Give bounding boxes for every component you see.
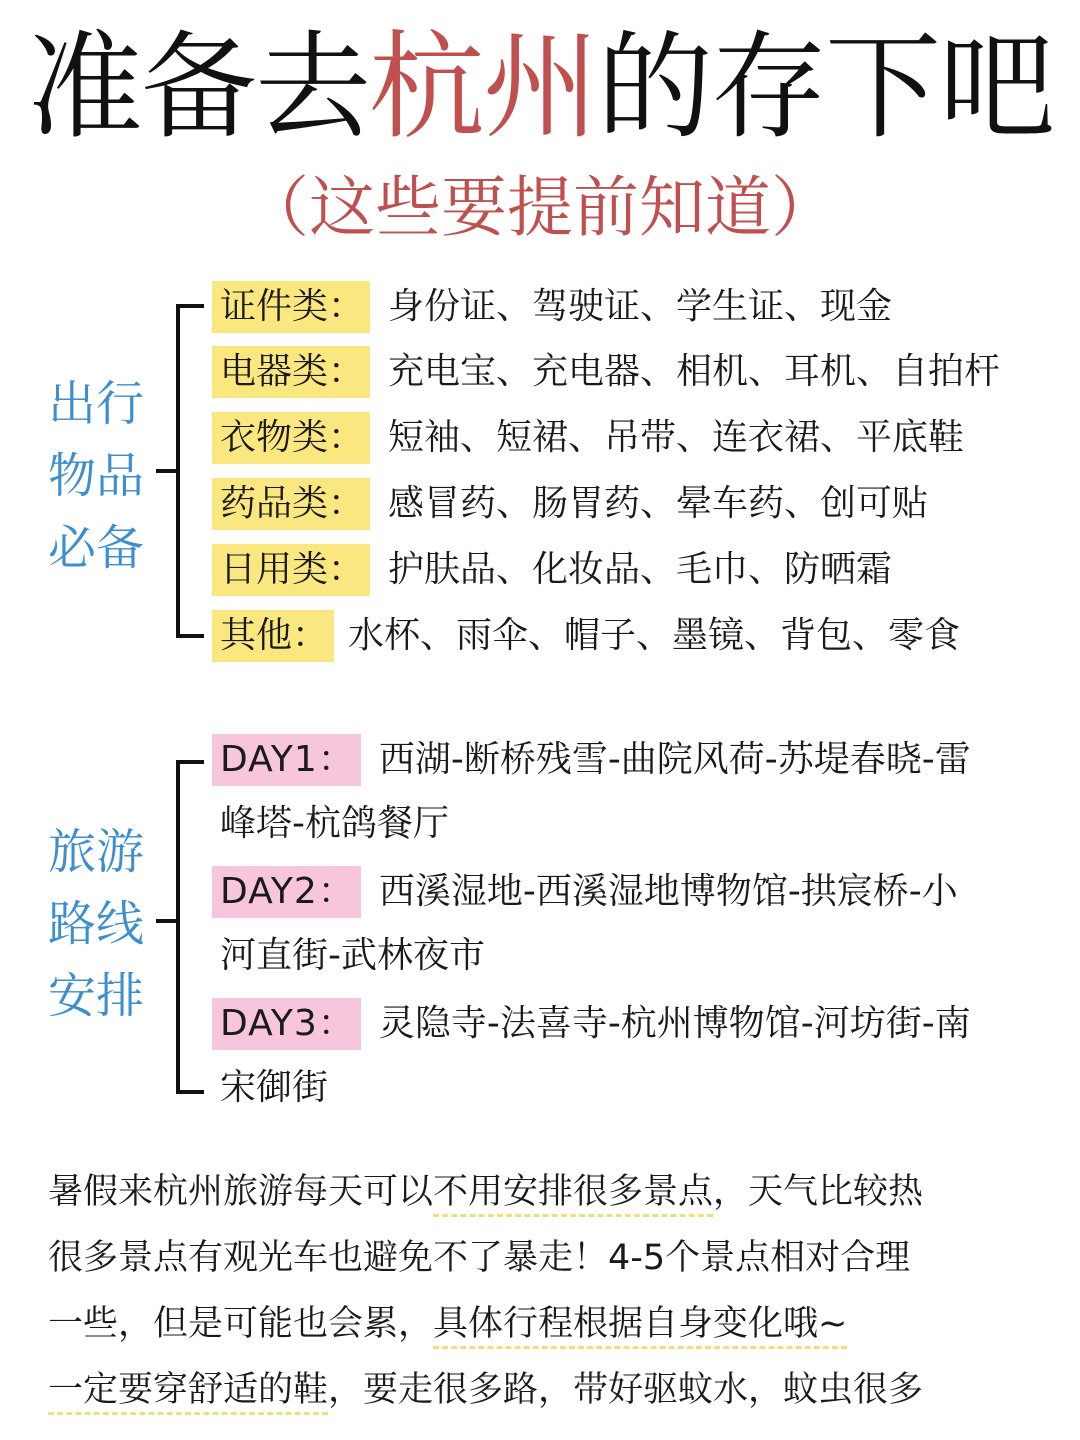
route-section-label xyxy=(48,816,158,1032)
page-title xyxy=(0,18,1080,158)
tips-underlined: 具体行程根据自身变化哦~ xyxy=(433,1304,847,1349)
route-label-line: 路线 xyxy=(48,896,145,952)
item-tag: 日用类： xyxy=(212,544,370,596)
route-label-line: 旅游 xyxy=(48,824,145,880)
items-label-line: 物品 xyxy=(48,448,145,504)
item-tag: 其他： xyxy=(212,610,334,662)
day-tag: DAY3： xyxy=(212,998,361,1050)
tips-line: 很多景点有观光车也避免不了暴走！4-5个景点相对合理 xyxy=(48,1238,911,1278)
route-label-line: 安排 xyxy=(48,968,145,1024)
day-row xyxy=(212,866,958,918)
tips-text: ，要走很多路，带好驱蚊水，蚊虫很多 xyxy=(328,1370,924,1410)
items-label-line: 出行 xyxy=(48,376,145,432)
day-route-line1: 西溪湿地-西溪湿地博物馆-拱宸桥-小 xyxy=(378,871,958,912)
day-row xyxy=(212,998,971,1050)
tips-text: 一些，但是可能也会累， xyxy=(48,1304,434,1344)
day-route-line2: 宋御街 xyxy=(220,1067,329,1108)
item-row xyxy=(212,412,964,464)
item-value: 短袖、短裙、吊带、连衣裙、平底鞋 xyxy=(388,417,965,458)
item-row xyxy=(212,346,1000,398)
tips-line xyxy=(48,1300,847,1348)
item-value: 感冒药、肠胃药、晕车药、创可贴 xyxy=(388,483,929,524)
day-route-line1: 西湖-断桥残雪-曲院风荷-苏堤春晓-雷 xyxy=(378,739,971,780)
day-route-line2: 峰塔-杭鸽餐厅 xyxy=(220,803,449,844)
title-part1: 准备去 xyxy=(27,20,369,155)
day-row xyxy=(212,734,971,786)
item-value: 身份证、驾驶证、学生证、现金 xyxy=(388,286,893,327)
item-row xyxy=(212,544,892,596)
items-bracket-stem xyxy=(156,469,178,473)
item-tag: 药品类： xyxy=(212,478,370,530)
item-tag: 电器类： xyxy=(212,346,370,398)
day-tag: DAY1： xyxy=(212,734,361,786)
items-label-line: 必备 xyxy=(48,520,145,576)
items-section-label xyxy=(48,368,158,584)
tips-text: 暑假来杭州旅游每天可以 xyxy=(48,1172,434,1212)
title-highlight: 杭州 xyxy=(369,20,597,155)
item-value: 充电宝、充电器、相机、耳机、自拍杆 xyxy=(388,351,1001,392)
day-tag: DAY2： xyxy=(212,866,361,918)
item-row xyxy=(212,478,928,530)
route-bracket xyxy=(176,760,204,1094)
item-row xyxy=(212,610,960,662)
title-part2: 的存下吧 xyxy=(597,20,1053,155)
tips-line xyxy=(48,1366,923,1414)
item-value: 护肤品、化妆品、毛巾、防晒霜 xyxy=(388,549,893,590)
tips-underlined: 不用安排很多景点 xyxy=(433,1172,713,1217)
item-tag: 证件类： xyxy=(212,281,370,333)
tips-line xyxy=(48,1168,923,1216)
page-subtitle: （这些要提前知道） xyxy=(243,169,837,246)
item-value: 水杯、雨伞、帽子、墨镜、背包、零食 xyxy=(348,615,961,656)
day-route-line2: 河直街-武林夜市 xyxy=(220,935,485,976)
items-bracket xyxy=(176,304,204,638)
tips-text: ，天气比较热 xyxy=(713,1172,924,1212)
item-tag: 衣物类： xyxy=(212,412,370,464)
tips-underlined: 一定要穿舒适的鞋 xyxy=(48,1370,328,1415)
route-bracket-stem xyxy=(156,919,178,923)
item-row xyxy=(212,281,892,333)
day-route-line1: 灵隐寺-法喜寺-杭州博物馆-河坊街-南 xyxy=(378,1003,971,1044)
